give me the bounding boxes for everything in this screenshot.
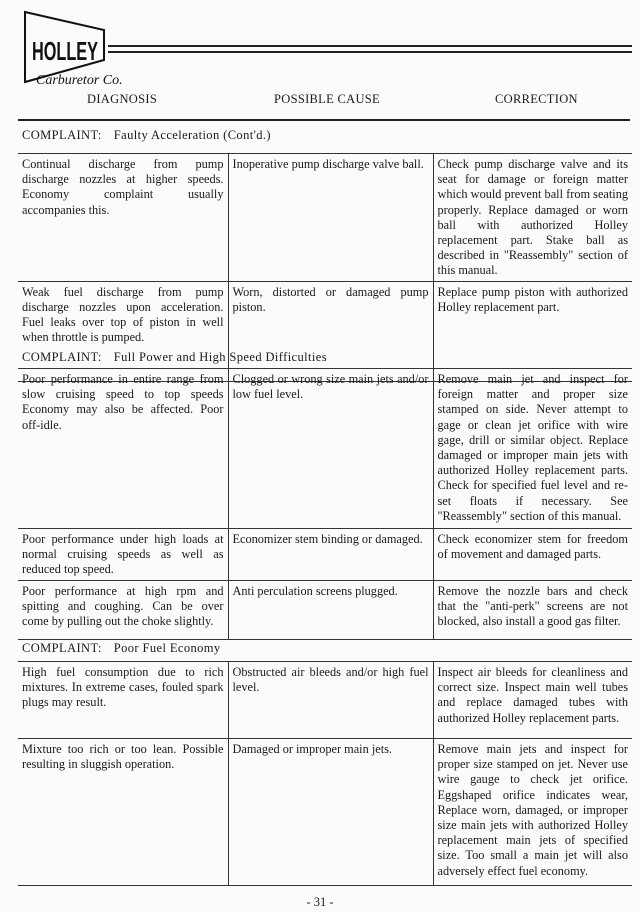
complaint-label: COMPLAINT: bbox=[22, 350, 102, 364]
table-row bbox=[18, 281, 632, 381]
complaint-title: Full Power and High Speed Difficulties bbox=[113, 350, 327, 364]
header-bottom-rule bbox=[18, 119, 630, 121]
complaint-table bbox=[18, 661, 632, 886]
correction-cell: Remove main jet and inspect for foreign matter and proper size stamped on side. Never attempt to gage or clean jet orifice with wire gage, drill or similar object. Replace damaged or improper main jets with authorized Holley replacement parts. Check for specified fuel level and re-set floats if necessary. See "Reassembly" section of this manual. bbox=[433, 369, 632, 529]
possible-cause-cell: Worn, distorted or damaged pump piston. bbox=[228, 281, 433, 381]
table-row bbox=[18, 739, 632, 886]
correction-cell: Check pump discharge valve and its seat for damage or foreign matter which would prevent ball from seating properly. Replace damaged or worn ball with authorized Holley replacement part. Stake ball as described in "Reassembly" section of this manual. bbox=[433, 154, 632, 282]
complaint-heading bbox=[22, 128, 271, 143]
diagnosis-cell: Poor performance in entire range from slow cruising speed to top speeds Economy may also be affected. Poor off-idle. bbox=[18, 369, 228, 529]
svg-text:HOLLEY: HOLLEY bbox=[32, 36, 98, 66]
table-row bbox=[18, 154, 632, 282]
table-row bbox=[18, 580, 632, 639]
correction-cell: Remove main jets and inspect for proper size stamped on jet. Never use wire gauge to check jet orifice. Eggshaped orifice indicates wear, Replace worn, damaged, or improper size main jets with authorized Holley replacement main jets of specified size. Too small a main jet will also adversely effect fuel economy. bbox=[433, 739, 632, 886]
diagnosis-cell: Mixture too rich or too lean. Possible resulting in sluggish operation. bbox=[18, 739, 228, 886]
complaint-title: Faulty Acceleration (Cont'd.) bbox=[113, 128, 271, 142]
header-rule bbox=[108, 51, 632, 53]
correction-cell: Check economizer stem for freedom of movement and damaged parts. bbox=[433, 529, 632, 581]
svg-text:Carburetor Co.: Carburetor Co. bbox=[36, 73, 123, 88]
diagnosis-cell: High fuel consumption due to rich mixtures. In extreme cases, fouled spark plugs may result. bbox=[18, 662, 228, 739]
possible-cause-cell: Clogged or wrong size main jets and/or low fuel level. bbox=[228, 369, 433, 529]
column-header-diagnosis: DIAGNOSIS bbox=[87, 92, 158, 106]
column-header-possible-cause: POSSIBLE CAUSE bbox=[274, 92, 380, 106]
possible-cause-cell: Inoperative pump discharge valve ball. bbox=[228, 154, 433, 282]
complaint-heading bbox=[22, 641, 221, 656]
correction-cell: Replace pump piston with authorized Holley replacement part. bbox=[433, 281, 632, 381]
correction-cell: Remove the nozzle bars and check that the "anti-perk" screens are not blocked, also install a good gas filter. bbox=[433, 580, 632, 639]
diagnosis-cell: Weak fuel discharge from pump discharge nozzles upon acceleration. Fuel leaks over top of piston in well when throttle is pumped. bbox=[18, 281, 228, 381]
possible-cause-cell: Damaged or improper main jets. bbox=[228, 739, 433, 886]
complaint-heading bbox=[22, 350, 327, 365]
complaint-title: Poor Fuel Economy bbox=[113, 641, 221, 655]
holley-logo bbox=[22, 8, 132, 88]
possible-cause-cell: Economizer stem binding or damaged. bbox=[228, 529, 433, 581]
correction-cell: Inspect air bleeds for cleanliness and correct size. Inspect main well tubes and replace damaged tubes with authorized Holley replacement parts. bbox=[433, 662, 632, 739]
table-row bbox=[18, 662, 632, 739]
header-rule bbox=[108, 45, 632, 47]
complaint-label: COMPLAINT: bbox=[22, 641, 102, 655]
diagnosis-cell: Poor performance under high loads at normal cruising speeds as well as reduced top speed. bbox=[18, 529, 228, 581]
complaint-label: COMPLAINT: bbox=[22, 128, 102, 142]
complaint-table bbox=[18, 153, 632, 382]
possible-cause-cell: Obstructed air bleeds and/or high fuel level. bbox=[228, 662, 433, 739]
table-row bbox=[18, 369, 632, 529]
diagnosis-cell: Poor performance at high rpm and spitting and coughing. Can be over come by pulling out the choke slightly. bbox=[18, 580, 228, 639]
diagnosis-cell: Continual discharge from pump discharge nozzles at higher speeds. Economy complaint usually accompanies this. bbox=[18, 154, 228, 282]
complaint-table bbox=[18, 368, 632, 640]
table-row bbox=[18, 529, 632, 581]
page-number: - 31 - bbox=[306, 895, 334, 909]
possible-cause-cell: Anti perculation screens plugged. bbox=[228, 580, 433, 639]
column-header-correction: CORRECTION bbox=[495, 92, 578, 106]
